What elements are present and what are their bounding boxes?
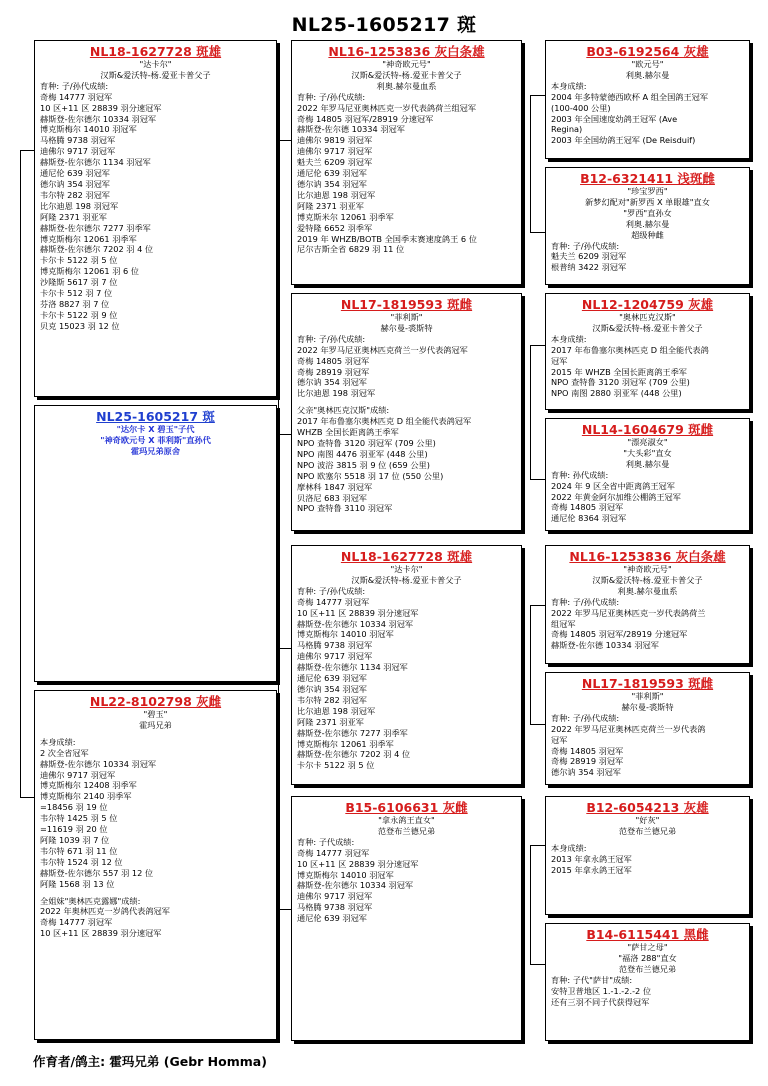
result-line: 魁夫兰 6209 羽冠军 [551, 251, 627, 262]
result-line: 2 次全省冠军 [40, 747, 89, 758]
result-line: 通尼伦 639 羽冠军 [297, 168, 367, 179]
result-line: 通尼伦 639 羽冠军 [297, 673, 367, 684]
ssd-card[interactable] [545, 167, 750, 285]
result-line: 10 区+11 区 28839 羽分速冠军 [40, 102, 162, 113]
result-line: 德尔讷 354 羽冠军 [297, 377, 367, 388]
pigeon-info-line: 霍玛兄弟 [139, 719, 172, 730]
result-line: 博克斯梅尔 14010 羽冠军 [40, 124, 137, 135]
pigeon-ring-header: B15-6106631 灰雌 [345, 800, 468, 815]
pigeon-info-line: "碧玉" [143, 709, 168, 719]
result-line: 本身成绩: [551, 80, 587, 91]
result-line: 奇梅 14805 羽冠军/28919 分速冠军 [297, 113, 434, 124]
result-line: NPO 南图 2880 羽亚军 (448 公里) [551, 388, 682, 399]
result-line: 冠军 [551, 355, 568, 366]
pigeon-ring-header: NL18-1627728 斑雄 [89, 44, 222, 59]
result-line: 通尼伦 8364 羽冠军 [551, 513, 627, 524]
pigeon-info-line: "萨甘之母" [627, 942, 668, 952]
pigeon-ring-header: NL17-1819593 斑雌 [581, 676, 714, 691]
result-line: NPO 查特鲁 3120 羽冠军 (709 公里) [297, 437, 436, 448]
result-line: 德尔讷 354 羽冠军 [297, 683, 367, 694]
pigeon-info-line: "罗西"直孙女 [623, 207, 672, 218]
result-line: 魁夫兰 6209 羽冠军 [297, 157, 373, 168]
result-line: 10 区+11 区 28839 羽分速冠军 [297, 858, 419, 869]
pigeon-ring-header: NL16-1253836 灰白条雄 [569, 549, 726, 564]
pigeon-info-line: 赫尔曼-裘斯特 [380, 322, 433, 333]
pigeon-info-line: "漂亮淑女" [627, 437, 668, 447]
result-line: 阿隆 1039 羽 7 位 [40, 834, 110, 845]
dsd-card[interactable] [545, 672, 750, 785]
result-line: 奇梅 14805 羽冠军 [297, 355, 370, 366]
result-line: 比尔迪恩 198 羽冠军 [297, 705, 376, 716]
result-line: 赫斯登-佐尔德尔 557 羽 12 位 [40, 867, 154, 878]
pigeon-info-line: 汉斯&爱沃特-杨.爱亚卡普父子 [592, 574, 703, 585]
result-line: 2017 年布鲁塞尔奥林匹克 D 组全能代表鸽 [551, 344, 709, 355]
pigeon-ring-header: NL18-1627728 斑雄 [340, 549, 473, 564]
dam-dam-card[interactable] [291, 796, 522, 1041]
result-line: 赫斯登-佐尔德尔 7277 羽季军 [40, 222, 151, 233]
pigeon-info-line: "神奇欧元号" [382, 59, 431, 69]
pigeon-ring-header: B14-6115441 黑雌 [586, 927, 709, 942]
result-line: 奇梅 28919 羽冠军 [297, 366, 370, 377]
pigeon-info-line: "欧元号" [631, 59, 664, 69]
result-line: 德尔讷 354 羽冠军 [551, 767, 621, 778]
pigeon-info-line: "拿永鸽王直女" [378, 815, 435, 825]
result-line: 本身成绩: [551, 842, 587, 853]
result-line: 马格腾 9738 羽冠军 [297, 902, 373, 913]
result-line: 韦尔特 282 羽冠军 [297, 694, 367, 705]
result-line: 阿隆 2371 羽亚军 [297, 716, 364, 727]
connector-sire-parents [278, 140, 291, 435]
pigeon-info-line: 范登布兰德兄弟 [377, 825, 436, 836]
result-line: 根普纳 3422 羽冠军 [551, 262, 627, 273]
result-line: 2017 年布鲁塞尔奥林匹克 D 组全能代表鸽冠军 [297, 416, 472, 427]
connector-dd-parents [530, 845, 545, 965]
pigeon-info-line: "大头彩"直女 [623, 447, 672, 458]
result-line: 博克斯梅尔 12061 羽季军 [40, 233, 137, 244]
result-line: 尼尔吉斯全省 6829 羽 11 位 [297, 244, 405, 255]
result-line: 育种: 子/孙代成绩: [297, 585, 366, 596]
connector-ss-parents [530, 95, 545, 233]
pigeon-info-line: 汉斯&爱沃特-杨.爱亚卡普父子 [351, 574, 462, 585]
pigeon-ring-header: B12-6054213 灰雄 [586, 800, 709, 815]
result-line: 芬洛 8827 羽 7 位 [40, 298, 110, 309]
result-line: 通尼伦 639 羽冠军 [40, 168, 110, 179]
result-line: 迪佛尔 9717 羽冠军 [40, 769, 116, 780]
result-line: 迪佛尔 9717 羽冠军 [297, 651, 373, 662]
result-line: 育种: 子/孙代成绩: [551, 596, 620, 607]
result-line: 还有三羽不同子代获得冠军 [551, 996, 650, 1007]
pigeon-info-line: "菲利斯" [390, 312, 423, 322]
result-line: 奇梅 14777 羽冠军 [297, 847, 370, 858]
result-line: 2003 年全国幼鸽王冠军 (De Reisduif) [551, 135, 696, 146]
pigeon-info-line: 汉斯&爱沃特-杨.爱亚卡普父子 [592, 322, 703, 333]
connector-dam-parents [278, 648, 291, 910]
pigeon-ring-header: NL14-1604679 斑雌 [581, 422, 714, 437]
pigeon-info-line: 汉斯&爱沃特-杨.爱亚卡普父子 [351, 69, 462, 80]
pigeon-ring-header: NL16-1253836 灰白条雄 [328, 44, 485, 59]
connector-sd-parents [530, 345, 545, 480]
result-line: NPO 南图 4476 羽亚军 (448 公里) [297, 448, 428, 459]
result-line: 育种: 子代"萨甘"成绩: [551, 974, 633, 985]
result-line: 博克斯梅尔 2140 羽季军 [40, 791, 132, 802]
result-line: 2022 年罗马尼亚奥林匹克一岁代表鸽荷兰组冠军 [297, 102, 477, 113]
result-line: 赫斯登-佐尔德尔 1134 羽冠军 [297, 662, 408, 673]
result-line: 安特卫普地区 1.-1.-2.-2 位 [551, 985, 652, 996]
result-line: 育种: 子/孙代成绩: [551, 712, 620, 723]
result-line: 赫斯登-佐尔德尔 1134 羽冠军 [40, 157, 151, 168]
result-line: 博克斯梅尔 12408 羽季军 [40, 780, 137, 791]
pigeon-info-line: "奥林匹克汉斯" [619, 312, 676, 322]
result-line: 赫斯登-佐尔德尔 7277 羽季军 [297, 727, 408, 738]
result-line: 博克斯梅尔 12061 羽 6 位 [40, 266, 139, 277]
result-line: 赫斯登-佐尔德尔 10334 羽冠军 [297, 880, 414, 891]
result-line: 冠军 [551, 734, 568, 745]
pigeon-info-line: 霍玛兄弟原舍 [130, 445, 181, 456]
result-line: 奇梅 28919 羽冠军 [551, 756, 624, 767]
pigeon-info-line: 范登布兰德兄弟 [618, 963, 677, 974]
result-line: 博克斯米尔 12061 羽季军 [297, 211, 394, 222]
pigeon-info-line: "达尔卡 X 碧玉"子代 [116, 424, 195, 434]
result-line: 奇梅 14805 羽冠军 [551, 745, 624, 756]
dam-card[interactable] [34, 690, 277, 1040]
pigeon-info-line: "达卡尔" [390, 564, 423, 574]
result-line: 2022 年黄金阿尔加维公棚鸽王冠军 [551, 491, 681, 502]
pigeon-info-line: 利奥.赫尔曼 [625, 218, 670, 229]
pigeon-ring-header: NL22-8102798 灰雌 [89, 694, 222, 709]
pigeon-info-line: 利奥.赫尔曼 [625, 69, 670, 80]
result-line: 奇梅 14777 羽冠军 [40, 917, 113, 928]
pigeon-info-line: "福洛 288"直女 [618, 952, 677, 963]
result-line: 博克斯梅尔 12061 羽季军 [297, 738, 394, 749]
result-line: 2004 年多特蒙德西欧杯 A 组全国鸽王冠军 [551, 91, 709, 102]
result-line: 阿隆 1568 羽 13 位 [40, 878, 115, 889]
result-line: 韦尔特 1425 羽 5 位 [40, 813, 118, 824]
result-line: 赫斯登-佐尔德 10334 羽冠军 [551, 640, 659, 651]
result-line: 2003 年全国速度幼鸽王冠军 (Ave [551, 113, 678, 124]
pigeon-info-line: "菲利斯" [631, 691, 664, 701]
result-line: 通尼伦 639 羽冠军 [297, 913, 367, 924]
dam-sire-card[interactable] [291, 545, 522, 785]
result-line: 迪佛尔 9717 羽冠军 [40, 146, 116, 157]
pigeon-info-line: "达卡尔" [139, 59, 172, 69]
result-line: 马格腾 9738 羽冠军 [297, 640, 373, 651]
result-line: 德尔讷 354 羽冠军 [40, 178, 110, 189]
result-line: =18456 羽 19 位 [40, 802, 108, 813]
result-line: 比尔迪恩 198 羽冠军 [297, 189, 376, 200]
result-line: 赫斯登-佐尔德尔 10334 羽冠军 [297, 618, 414, 629]
subject-card[interactable] [34, 405, 277, 682]
connector-parents [20, 150, 34, 798]
result-line: 奇梅 14777 羽冠军 [40, 91, 113, 102]
result-line: 2024 年 9 区全省中距离鸽王冠军 [551, 480, 675, 491]
result-line: 阿隆 2371 羽亚军 [297, 200, 364, 211]
result-line: 卡尔卡 5122 羽 5 位 [297, 760, 375, 771]
result-line: 奇梅 14805 羽冠军 [551, 502, 624, 513]
result-line: 赫斯登-佐尔德尔 7202 羽 4 位 [40, 244, 154, 255]
result-line: 育种: 孙代成绩: [551, 469, 609, 480]
result-line: 2022 年罗马尼亚奥林匹克一岁代表鸽荷兰 [551, 607, 706, 618]
dss-card[interactable] [545, 545, 750, 664]
pigeon-info-line: 利奥.赫尔曼血系 [617, 585, 678, 596]
result-line: 迪佛尔 9717 羽冠军 [297, 891, 373, 902]
connector-ds-parents [530, 605, 545, 725]
pigeon-info-line: 范登布兰德兄弟 [618, 825, 677, 836]
sds-card[interactable] [545, 293, 750, 410]
pigeon-info-line: 超级种雌 [631, 229, 664, 240]
pigeon-info-line: 新梦幻配对"新罗西 X 单眼雄"直女 [585, 196, 710, 207]
result-line: 沙隆斯 5617 羽 7 位 [40, 277, 118, 288]
result-line: 赫斯登-佐尔德尔 10334 羽冠军 [40, 758, 157, 769]
pigeon-info-line: 利奥.赫尔曼 [625, 458, 670, 469]
result-line: 赫斯登-佐尔德尔 10334 羽冠军 [40, 113, 157, 124]
pigeon-ring-header: B12-6321411 浅斑雌 [580, 171, 715, 186]
sire-dam-card[interactable] [291, 293, 522, 531]
result-line: 卡尔卡 5122 羽 9 位 [40, 309, 118, 320]
result-line: 博克斯梅尔 14010 羽冠军 [297, 869, 394, 880]
result-line: 2022 年罗马尼亚奥林匹克荷兰一岁代表鸽冠军 [297, 344, 468, 355]
result-line: 摩林科 1847 羽冠军 [297, 481, 373, 492]
result-line: 卡尔卡 5122 羽 5 位 [40, 255, 118, 266]
result-line: 育种: 子/孙代成绩: [551, 240, 620, 251]
result-line: 2022 年奥林匹克一岁鸽代表鸽冠军 [40, 906, 170, 917]
pigeon-ring-header: NL17-1819593 斑雌 [340, 297, 473, 312]
result-line: 阿隆 2371 羽亚军 [40, 211, 107, 222]
result-line: WHZB 全国长距离鸽王季军 [297, 427, 399, 438]
sss-card[interactable] [545, 40, 750, 159]
result-line: 卡尔卡 512 羽 7 位 [40, 288, 113, 299]
pigeon-ring-header: NL12-1204759 灰雄 [581, 297, 714, 312]
result-line: 比尔迪恩 198 羽冠军 [297, 388, 376, 399]
sdd-card[interactable] [545, 418, 750, 531]
breeder-footer: 作育者/鸽主: 霍玛兄弟 (Gebr Homma) [33, 1054, 267, 1069]
result-line: NPO 查特鲁 3110 羽冠军 [297, 503, 393, 514]
result-line: 比尔迪恩 198 羽冠军 [40, 200, 119, 211]
page-title: NL25-1605217 斑 [291, 14, 477, 36]
result-line: 迪佛尔 9717 羽冠军 [297, 146, 373, 157]
pigeon-info-line: "神奇欧元号 X 菲利斯"直孙代 [100, 434, 211, 445]
dds-card[interactable] [545, 796, 750, 915]
result-line: =11619 羽 20 位 [40, 824, 108, 835]
result-line: 本身成绩: [551, 333, 587, 344]
result-line: 韦尔特 282 羽冠军 [40, 189, 110, 200]
result-line: 韦尔特 1524 羽 12 位 [40, 856, 123, 867]
pigeon-info-line: "珍宝罗西" [627, 186, 668, 196]
pigeon-ring-header: NL25-1605217 斑 [96, 409, 215, 424]
result-line: 马格腾 9738 羽冠军 [40, 135, 116, 146]
pigeon-info-line: 利奥.赫尔曼血系 [376, 80, 437, 91]
result-line: 奇梅 14777 羽冠军 [297, 596, 370, 607]
result-line: 2022 年罗马尼亚奥林匹克荷兰一岁代表鸽 [551, 723, 706, 734]
result-line: 德尔讷 354 羽冠军 [297, 178, 367, 189]
result-line: 父亲"奥林匹克汉斯"成绩: [297, 405, 390, 416]
result-line: NPO 欧塞尔 5518 羽 17 位 (550 公里) [297, 470, 444, 481]
result-line: 博克斯梅尔 14010 羽冠军 [297, 629, 394, 640]
result-line: 2015 年 WHZB 全国长距离鸽王季军 [551, 366, 687, 377]
result-line: NPO 查特鲁 3120 羽冠军 (709 公里) [551, 377, 690, 388]
result-line: 2013 年拿永鸽王冠军 [551, 853, 632, 864]
result-line: Regina) [551, 124, 583, 135]
result-line: 爱特隆 6652 羽季军 [297, 222, 373, 233]
result-line: 10 区+11 区 28839 羽分速冠军 [297, 607, 419, 618]
result-line: 赫斯登-佐尔德尔 7202 羽 4 位 [297, 749, 411, 760]
result-line: NPO 波浴 3815 羽 9 位 (659 公里) [297, 459, 430, 470]
pigeon-ring-header: B03-6192564 灰雄 [586, 44, 709, 59]
result-line: 10 区+11 区 28839 羽分速冠军 [40, 928, 162, 939]
result-line: 全姐妹"奥林匹克露娜"成绩: [40, 895, 141, 906]
result-line: 2015 年拿永鸽王冠军 [551, 864, 632, 875]
result-line: 育种: 子代成绩: [297, 836, 355, 847]
result-line: 本身成绩: [40, 736, 76, 747]
pigeon-info-line: 赫尔曼-裘斯特 [621, 701, 674, 712]
ddd-card[interactable] [545, 923, 750, 1041]
result-line: 2019 年 WHZB/BOTB 全国季末赛速度鸽王 6 位 [297, 233, 477, 244]
sire-sire-card[interactable] [291, 40, 522, 285]
result-line: 育种: 子/孙代成绩: [40, 80, 109, 91]
result-line: 组冠军 [551, 618, 576, 629]
result-line: 贝洛尼 683 羽冠军 [297, 492, 367, 503]
result-line: 赫斯登-佐尔德 10334 羽冠军 [297, 124, 405, 135]
result-line: (100-400 公里) [551, 102, 611, 113]
result-line: 奇梅 14805 羽冠军/28919 分速冠军 [551, 629, 688, 640]
result-line: 迪佛尔 9819 羽冠军 [297, 135, 373, 146]
pigeon-info-line: "神奇欧元号" [623, 564, 672, 574]
pigeon-info-line: 汉斯&爱沃特-杨.爱亚卡普父子 [100, 69, 211, 80]
pigeon-info-line: "好灰" [635, 815, 660, 825]
sire-card[interactable] [34, 40, 277, 397]
result-line: 韦尔特 671 羽 11 位 [40, 845, 118, 856]
result-line: 育种: 子/孙代成绩: [297, 91, 366, 102]
result-line: 育种: 子/孙代成绩: [297, 333, 366, 344]
result-line: 贝克 15023 羽 12 位 [40, 320, 120, 331]
